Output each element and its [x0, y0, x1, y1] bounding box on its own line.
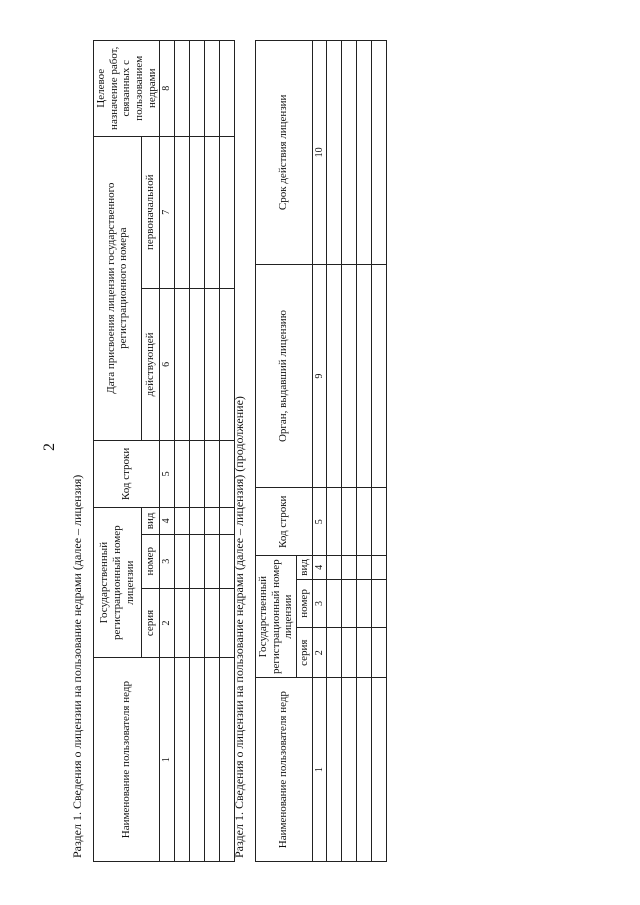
col-kind-header: вид	[296, 556, 312, 580]
license-table	[93, 40, 235, 862]
col-initial-header: первоначальной	[141, 136, 159, 288]
table-row	[204, 41, 219, 862]
table-row	[327, 41, 342, 862]
col-number-7: 7	[160, 136, 175, 288]
col-date-header: Дата присвоения лицензии государственного регистрационного номера	[94, 136, 142, 440]
page-number: 2	[41, 443, 58, 451]
col-number-8: 8	[160, 41, 175, 137]
table2-caption: Раздел 1. Сведения о лицензии на пользование недрами (далее – лицензия) (продолжение)	[232, 396, 246, 858]
col-number-1: 1	[160, 658, 175, 862]
col-number-1: 1	[312, 678, 327, 862]
section-1-block	[70, 40, 235, 862]
section-1-continued-block	[232, 40, 387, 862]
col-user-header: Наименование пользователя недр	[256, 678, 313, 862]
col-reg-number-header: Государственный регистрационный номер лицензии	[256, 556, 297, 678]
col-number-header: номер	[296, 579, 312, 627]
col-code-header: Код строки	[94, 440, 160, 507]
col-number-10: 10	[312, 41, 327, 265]
table-row	[372, 41, 387, 862]
table-row	[342, 41, 357, 862]
col-number-3: 3	[312, 579, 327, 627]
col-current-header: действующей	[141, 289, 159, 441]
col-number-header: номер	[141, 534, 159, 588]
table-row	[189, 41, 204, 862]
table1-caption: Раздел 1. Сведения о лицензии на пользование недрами (далее – лицензия)	[70, 474, 84, 858]
col-number-3: 3	[160, 534, 175, 588]
col-number-5: 5	[312, 488, 327, 556]
col-number-2: 2	[160, 588, 175, 658]
col-number-9: 9	[312, 264, 327, 488]
table-row	[174, 41, 189, 862]
col-code-header: Код строки	[256, 488, 313, 556]
col-authority-header: Орган, выдавший лицензию	[256, 264, 313, 488]
col-kind-header: вид	[141, 508, 159, 535]
col-purpose-header: Целевое назначение работ, связанных с пользованием недрами	[94, 41, 160, 137]
col-user-header: Наименование пользователя недр	[94, 658, 160, 862]
col-number-5: 5	[160, 440, 175, 507]
col-term-header: Срок действия лицензии	[256, 41, 313, 265]
col-number-4: 4	[312, 556, 327, 580]
col-reg-number-header: Государственный регистрационный номер лицензии	[94, 508, 142, 658]
license-table-continued	[255, 40, 387, 862]
col-series-header: серия	[141, 588, 159, 658]
col-number-4: 4	[160, 508, 175, 535]
table-row	[357, 41, 372, 862]
col-series-header: серия	[296, 628, 312, 678]
col-number-6: 6	[160, 289, 175, 441]
col-number-2: 2	[312, 628, 327, 678]
